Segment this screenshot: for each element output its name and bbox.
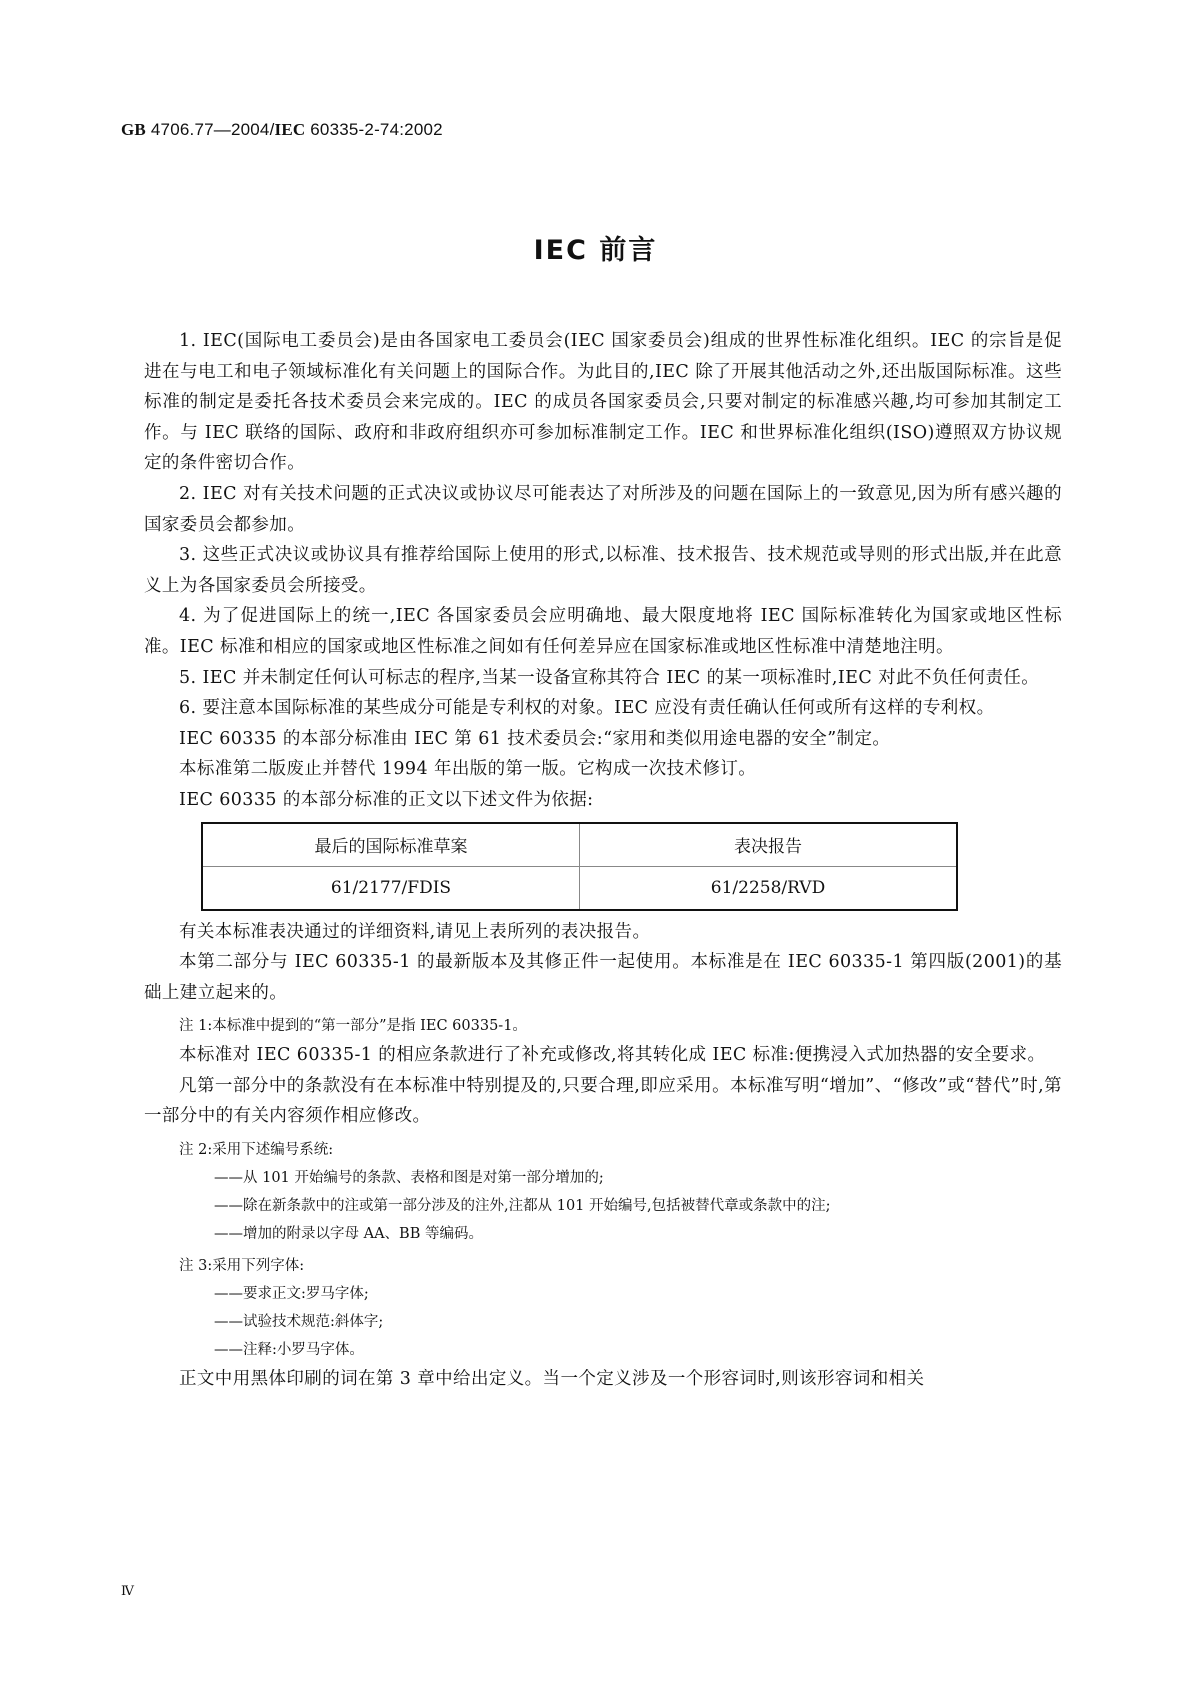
- table-header-row: [202, 823, 957, 867]
- paragraph-8: 本标准第二版废止并替代 1994 年出版的第一版。它构成一次技术修订。: [179, 759, 757, 780]
- header-iec-code: 60335-2-74:2002: [310, 120, 443, 139]
- paragraph-11: 本第二部分与 IEC 60335-1 的最新版本及其修正件一起使用。本标准是在 IEC 60335-1 第四版(2001)的基础上建立起来的。: [144, 952, 1062, 1003]
- paragraph-12: 本标准对 IEC 60335-1 的相应条款进行了补充或修改,将其转化成 IEC 标准:便携浸入式加热器的安全要求。: [179, 1045, 1046, 1066]
- header-code: 4706.77—2004/: [150, 120, 275, 139]
- document-body: [144, 326, 1062, 1395]
- note-3-item: ——注释:小罗马字体。: [214, 1342, 364, 1359]
- note-3-item: ——试验技术规范:斜体字;: [214, 1314, 384, 1331]
- table-header-cell: 最后的国际标准草案: [202, 823, 580, 867]
- paragraph-5: 5. IEC 并未制定任何认可标志的程序,当某一设备宣称其符合 IEC 的某一项标准时,IEC 对此不负任何责任。: [179, 667, 1040, 688]
- paragraph-4: 4. 为了促进国际上的统一,IEC 各国家委员会应明确地、最大限度地将 IEC 国际标准转化为国家或地区性标准。IEC 标准和相应的国家或地区性标准之间如有任何差异应在国家标准或地区性标准中清楚地注明。: [144, 606, 1062, 657]
- paragraph-2: 2. IEC 对有关技术问题的正式决议或协议尽可能表达了对所涉及的问题在国际上的一致意见,因为所有感兴趣的国家委员会都参加。: [144, 483, 1062, 535]
- table-cell: 61/2177/FDIS: [202, 866, 580, 910]
- page-number: Ⅳ: [121, 1584, 134, 1599]
- paragraph-6: 6. 要注意本国际标准的某些成分可能是专利权的对象。IEC 应没有责任确认任何或所有这样的专利权。: [179, 698, 995, 719]
- paragraph-13: 凡第一部分中的条款没有在本标准中特别提及的,只要合理,即应采用。本标准写明“增加”、“修改”或“替代”时,第一部分中的有关内容须作相应修改。: [144, 1075, 1062, 1127]
- table-cell: 61/2258/RVD: [580, 866, 958, 910]
- table-row: [202, 866, 957, 910]
- note-3: 注 3:采用下列字体:: [179, 1258, 305, 1275]
- table-header-cell: 表决报告: [580, 823, 958, 867]
- paragraph-14: 正文中用黑体印刷的词在第 3 章中给出定义。当一个定义涉及一个形容词时,则该形容词和相关: [179, 1369, 925, 1390]
- note-1: 注 1:本标准中提到的“第一部分”是指 IEC 60335-1。: [179, 1018, 527, 1035]
- note-2-item: ——除在新条款中的注或第一部分涉及的注外,注都从 101 开始编号,包括被替代章或条款中的注;: [214, 1198, 831, 1215]
- header-gb: GB: [121, 120, 146, 139]
- paragraph-7: IEC 60335 的本部分标准由 IEC 第 61 技术委员会:“家用和类似用途电器的安全”制定。: [179, 728, 891, 749]
- paragraph-10: 有关本标准表决通过的详细资料,请见上表所列的表决报告。: [179, 921, 651, 942]
- note-2-item: ——增加的附录以字母 AA、BB 等编码。: [214, 1226, 483, 1243]
- paragraph-9: IEC 60335 的本部分标准的正文以下述文件为依据:: [179, 789, 594, 810]
- paragraph-1: 1. IEC(国际电工委员会)是由各国家电工委员会(IEC 国家委员会)组成的世界性标准化组织。IEC 的宗旨是促进在与电工和电子领域标准化有关问题上的国际合作。为此目的,IEC 除了开展其他活动之外,还出版国际标准。这些标准的制定是委托各技术委员会来完成的。IEC 的成员各国家委员会,只要对制定的标准感兴趣,均可参加其制定工作。与 IEC 联络的国际、政府和非政府组织亦可参加标准制定工作。IEC 和世界标准化组织(ISO)遵照双方协议规定的条件密切合作。: [144, 331, 1062, 474]
- voting-table: [201, 822, 958, 911]
- paragraph-3: 3. 这些正式决议或协议具有推荐给国际上使用的形式,以标准、技术报告、技术规范或导则的形式出版,并在此意义上为各国家委员会所接受。: [144, 545, 1062, 596]
- note-2: 注 2:采用下述编号系统:: [179, 1142, 334, 1159]
- note-2-item: ——从 101 开始编号的条款、表格和图是对第一部分增加的;: [214, 1170, 604, 1187]
- header-iec: IEC: [274, 120, 306, 139]
- document-header: [121, 120, 443, 140]
- page-title: IEC 前言: [533, 235, 658, 266]
- note-3-item: ——要求正文:罗马字体;: [214, 1286, 369, 1303]
